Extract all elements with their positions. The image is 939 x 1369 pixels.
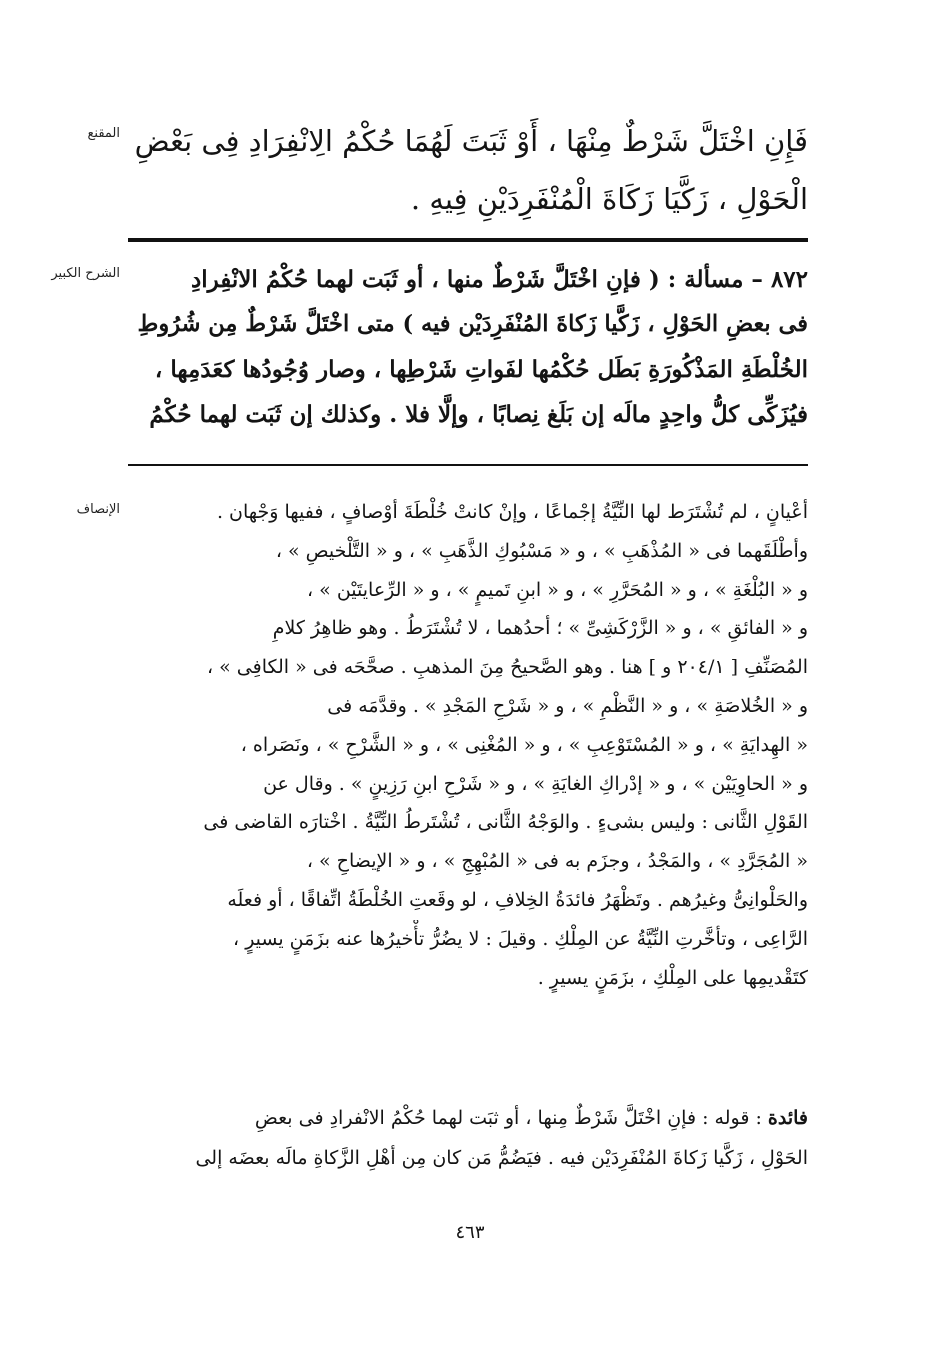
section-label-muqni: المقنع <box>87 126 120 141</box>
insaf-line: أعْيانٍ ، لم تُشْتَرَط لها النِّيَّةُ إجْماعًا ، وإنْ كانتْ خُلْطَةَ أوْصافٍ ، ففيها وَجْهان . <box>216 501 808 523</box>
insaf-line: « الهِدايَةِ » ، و « المُسْتَوْعِبِ » ، و « المُغْنِى » ، و « الشَّرْحِ » ، ونَصَراه ، <box>240 733 808 756</box>
insaf-line: و « الحاوِيَيْن » ، و « إدْراكِ الغايَةِ » ، و « شَرْحِ ابنِ رَزِينٍ » . وقال عن <box>263 772 808 795</box>
muqni-line: الْحَوْلِ ، زَكَّيَا زَكَاةَ الْمُنْفَرِدَيْنِ فِيهِ . <box>410 182 808 216</box>
insaf-line: و « الخُلاصَةِ » ، و « النَّظْمِ » ، و « شَرْحِ المَجْدِ » . وقدَّمَه فى <box>327 694 808 717</box>
sharh-line: ٨٧٢ – مسألة : ( فإنِ اخْتَلَّ شَرْطٌ منها ، أو ثَبَت لهما حُكْمُ الانْفِرادِ <box>190 266 808 293</box>
faida-text <box>128 1098 808 1178</box>
insaf-line: المُصَنِّفِ [ ٢٠٤/١ و ] هنا . وهو الصَّحيحُ مِنَ المذهبِ . صحَّحَه فى « الكافِى » ، <box>206 656 808 679</box>
section-divider-thin <box>128 464 808 466</box>
faida-line-text: : قوله : فإنِ اخْتَلَّ شَرْطٌ مِنها ، أو ثبَت لهما حُكْمُ الانْفرادِ فى بعضِ <box>254 1107 762 1129</box>
faida-line: الحَوْلِ ، زَكَّيا زَكاةَ المُنْفَرِدَيْن فيه . فيَضُمُّ مَن كان مِن أهْلِ الزَّكاةِ مالَه بعضَه إلى <box>195 1147 808 1169</box>
insaf-line: و « الفائقِ » ، و « الزَّرْكَشِىِّ » ؛ أحدُهما ، لا تُشْتَرَطُ . وهو ظاهِرُ كلامِ <box>272 617 808 640</box>
muqni-line: فَإِنِ اخْتَلَّ شَرْطٌ مِنْهَا ، أَوْ ثَبَتَ لَهُمَا حُكْمُ الِانْفِرَادِ فِى بَعْضِ <box>134 124 808 158</box>
section-divider-thick <box>128 238 808 242</box>
section-label-insaf: الإنصاف <box>76 502 120 517</box>
insaf-line: كتَقْديمِها على المِلْكِ ، بزَمَنٍ يسيرٍ . <box>537 966 808 989</box>
insaf-line: و « البُلْغَةِ » ، و « المُحَرَّرِ » ، و « ابنِ تَميمٍ » ، و « الرِّعايتَيْن » ، <box>306 578 808 601</box>
insaf-line: والحَلْوانِىُّ وغيرُهم . وتَظْهَرُ فائدَةُ الخِلافِ ، لو وقَعتِ الخُلْطَةُ اتِّفاقًا ، أو فعلَه <box>227 888 808 911</box>
muqni-text <box>128 112 808 228</box>
sharh-line: فيُزَكِّى كلُّ واحِدٍ مالَه إن بَلَغ نِصابًا ، وإلَّا فلا . وكذلك إن ثَبَت لهما حُكْمُ <box>149 401 808 428</box>
page-number: ٤٦٣ <box>455 1222 485 1243</box>
insaf-line: وأطْلَقَهما فى « المُذْهَبِ » ، و « مَسْبُوكِ الذَّهَبِ » ، و « التَّلْخيصِ » ، <box>275 539 808 562</box>
faida-line <box>128 1098 808 1138</box>
section-label-sharh: الشرح الكبير <box>51 266 120 281</box>
insaf-line: « المُجَرَّدِ » ، والمَجْدُ ، وجزَم به فى « المُبْهِجِ » ، و « الإيضاحِ » ، <box>306 850 808 873</box>
sharh-line: فى بعضِ الحَوْلِ ، زَكَّيا زَكاةَ المُنْفَرِدَيْن فيه ) متى اخْتَلَّ شَرْطٌ مِن شُرُوطِ <box>137 311 808 337</box>
insaf-line: الرَّاعِى ، وتأخَّرتِ النِّيَّةُ عن المِلْكِ . وقيلَ : لا يضُرُّ تأْخيرُها عنه بزَمَنٍ يسيرٍ ، <box>233 927 808 950</box>
insaf-text <box>128 493 808 997</box>
insaf-line: القَوْلِ الثَّانى : وليس بشىءٍ . والوَجْهُ الثَّانى ، تُشْتَرطُ النِّيَّةُ . اخْتارَه القاضى فى <box>203 811 808 834</box>
sharh-text <box>128 257 808 437</box>
faida-label: فائدة <box>767 1107 808 1129</box>
sharh-line: الخُلْطَةِ المَذْكُورَةِ بَطَل حُكْمُها لفَواتِ شَرْطِها ، وصار وُجُودُها كعَدَمِها ، <box>154 356 808 383</box>
